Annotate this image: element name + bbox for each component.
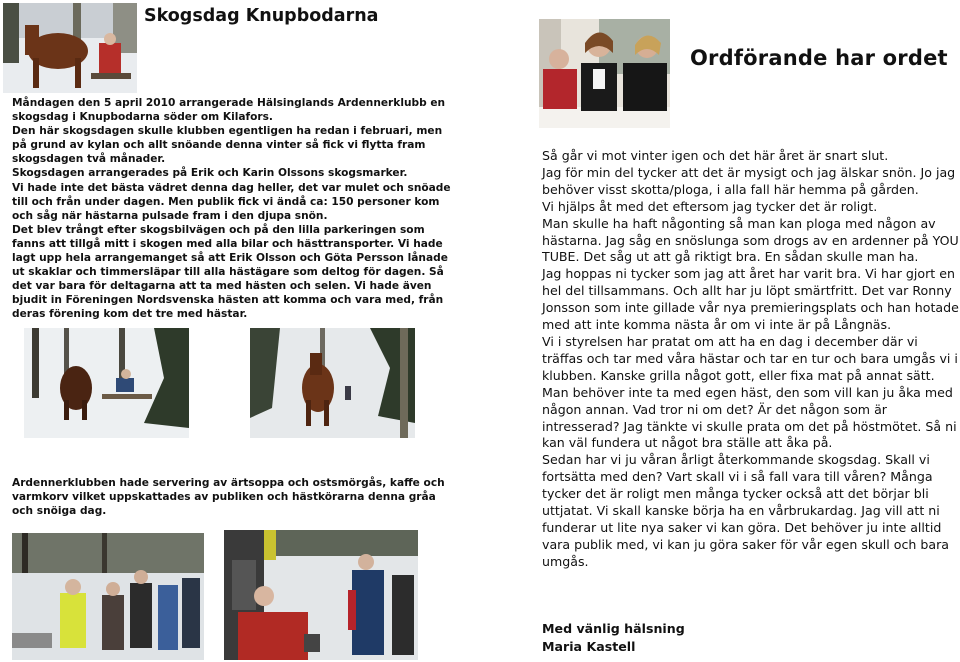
letter-paragraph: Vi hjälps åt med det eftersom jag tycker det är roligt. <box>542 198 878 214</box>
photo-serving-crowd-2 <box>224 530 418 660</box>
article-paragraph: Det blev trångt efter skogsbilvägen och på den lilla parkeringen som fanns att tillgå mitt i skogen med alla bilar och hästtransporter. Vi hade lagt upp hela arrangemanget så att Erik Olsson och Göta Persson lånade ut skaklar och timmersläpar till alla hästägare som deltog för dagen. Så det var bara för deltagarna att ta med hästen och selen. Vi hade även bjudit in Föreningen Nordsvenska hästen att komma och vara med, från deras förening kom det tre med hästar. <box>12 223 448 321</box>
photo-horse-forest-2 <box>250 328 415 438</box>
letter-paragraph: Man skulle ha haft någonting så man kan ploga med någon av hästarna. Jag såg en snöslunga som drogs av en ardenner på YOU TUBE. Det såg ut att gå riktigt bra. En sådan skulle man ha. <box>542 215 959 265</box>
article-paragraph: Vi hade inte det bästa vädret denna dag heller, det var mulet och snöade till och från under dagen. Men publik fick vi ändå ca: 150 personer kom och såg när hästarna pulsade fram i den djupa snön. <box>12 181 451 222</box>
article-paragraph: Skogsdagen arrangerades på Erik och Karin Olssons skogsmarker. <box>12 167 408 180</box>
article-paragraph: Den här skogsdagen skulle klubben egentligen ha redan i februari, men på grund av kylan och allt snöande denna vinter så fick vi flytta fram skogsdagen två månader. <box>12 125 443 166</box>
letter-paragraph: Vi i styrelsen har pratat om att ha en dag i december där vi träffas och tar med våra hästar och tar en tur och bara umgås vi i klubben. Kanske grilla något gott, eller fixa mat på annat sätt. Man behöver inte ta med egen häst, den som vill kan ju åka med någon annan. Vad tror ni om det? Är det någon som är intresserad? Jag tänkte vi skulle prata om det på höstmötet. Så ni kan väl fundera ut något bra ställe att åka på. <box>542 333 958 451</box>
article-paragraph: Måndagen den 5 april 2010 arrangerade Hälsinglands Ardennerklubb en skogsdag i Knupbodarna söder om Kilafors. <box>12 97 446 124</box>
chairman-letter <box>542 148 960 571</box>
photo-horse-forest-1 <box>24 328 189 438</box>
closing-greeting: Med vänlig hälsning <box>542 621 685 636</box>
photo-horse-sled <box>3 3 137 93</box>
chairman-title: Ordförande har ordet <box>690 46 948 70</box>
photo-board-meeting <box>539 19 670 128</box>
signature-name: Maria Kastell <box>542 639 636 654</box>
letter-paragraph: Så går vi mot vinter igen och det här året är snart slut. <box>542 148 889 163</box>
photo-serving-crowd-1 <box>12 533 204 660</box>
letter-paragraph: Sedan har vi ju våran årligt återkommande skogsdag. Skall vi fortsätta med den? Vart skall vi i så fall vara till våren? Många tycker det är roligt men många tycker också att det börjar bli uttjatat. Vi skall kanske börja ha en vårbrukardag. Jag vill att ni funderar ut lite nya saker vi kan göra. Det behöver ju inte alltid vara publik med, vi kan ju göra saker för vår egen skull och bara umgås. <box>542 452 950 569</box>
letter-paragraph: Jag hoppas ni tycker som jag att året har varit bra. Vi har gjort en hel del tillsammans. Och allt har ju löpt smärtfritt. Det var Ronny Jonsson som inte gillade vår nya premieringsplats och han hotade med att inte komma nästa år om vi inte är på Långnäs. <box>542 266 959 333</box>
article-title: Skogsdag Knupbodarna <box>144 6 379 26</box>
article-body <box>12 96 458 322</box>
letter-signoff <box>542 620 685 656</box>
article-paragraph-serving: Ardennerklubben hade servering av ärtsoppa och ostsmörgås, kaffe och varmkorv vilket uppskattades av publiken och hästkörarna denna gråa och snöiga dag. <box>12 477 445 518</box>
letter-paragraph: Jag för min del tycker att det är mysigt och jag älskar snön. Jo jag behöver visst skotta/ploga, i alla fall här hemma på gården. <box>542 164 956 197</box>
